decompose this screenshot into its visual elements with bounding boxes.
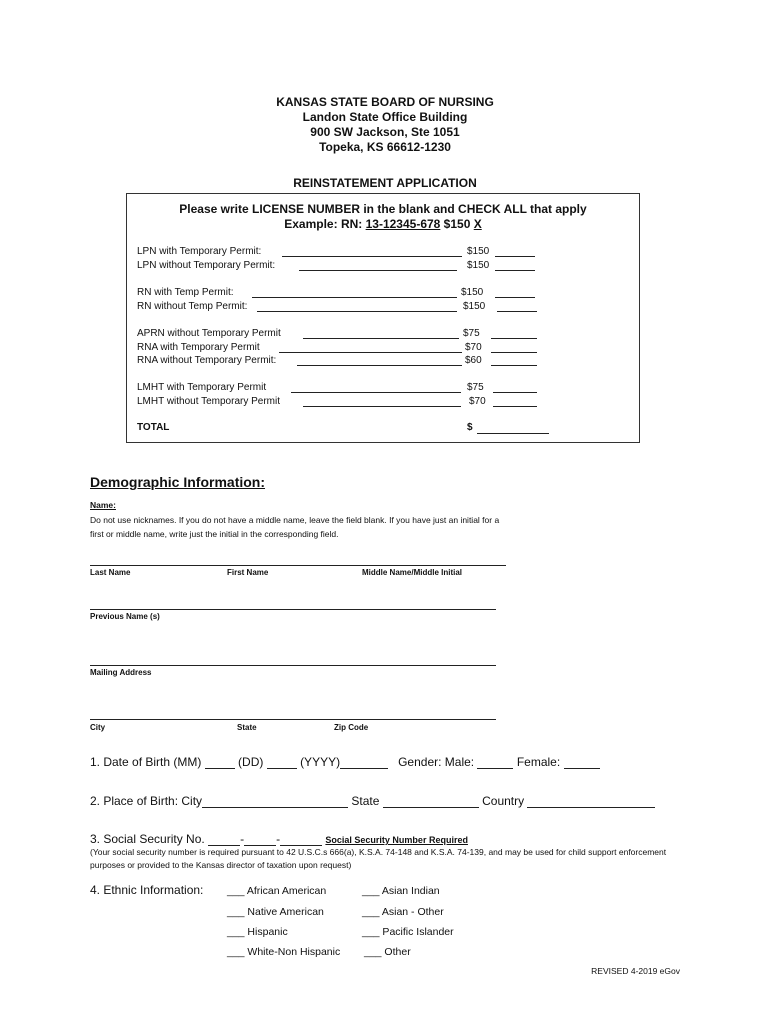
ssn-required-note: Social Security Number Required <box>325 835 468 845</box>
fee-row-rn-temp: RN with Temp Permit: <box>137 287 234 298</box>
ethnic-option-asian-indian[interactable]: ___ Asian Indian <box>362 885 440 897</box>
demographic-section-title: Demographic Information: <box>90 474 266 490</box>
example-license-number: 13-12345-678 <box>365 217 441 231</box>
mailing-address-label: Mailing Address <box>90 668 152 677</box>
ethnic-option-hispanic[interactable]: ___ Hispanic <box>227 926 288 938</box>
dob-year-field[interactable] <box>340 756 388 769</box>
gender-male-field[interactable] <box>477 756 513 769</box>
birth-state-label: State <box>351 794 380 808</box>
full-name-field[interactable] <box>90 565 506 566</box>
fee-amount-rna-temp: $70 <box>465 342 482 353</box>
birth-city-field[interactable] <box>202 795 348 808</box>
city-state-zip: Topeka, KS 66612-1230 <box>319 140 451 154</box>
ssn-row: 3. Social Security No. - - Social Security Number Required <box>90 832 468 846</box>
ethnic-option-white-non-hispanic[interactable]: ___ White-Non Hispanic <box>227 946 341 958</box>
fee-row-aprn-no-temp: APRN without Temporary Permit <box>137 328 281 339</box>
total-amount-field[interactable] <box>477 422 549 434</box>
license-number-field-rna-no-temp[interactable] <box>297 355 462 366</box>
ssn-legal-note: (Your social security number is required pursuant to 42 U.S.C.s 666(a), K.S.A. 74-148 and K.S.A. 74-139, and may be used for child support enforcement purposes or provided to the Kansas director of taxation upon request) <box>90 847 667 870</box>
check-blank-lpn-no-temp[interactable] <box>495 260 535 271</box>
birth-city-label: 2. Place of Birth: City <box>90 794 203 808</box>
example-check: X <box>473 217 482 231</box>
dob-month-label: 1. Date of Birth (MM) <box>90 755 202 769</box>
fee-row-rn-no-temp: RN without Temp Permit: <box>137 301 248 312</box>
license-fee-box <box>126 193 640 443</box>
middle-name-label: Middle Name/Middle Initial <box>362 568 463 577</box>
fee-amount-lmht-no-temp: $70 <box>469 396 486 407</box>
fee-row-lmht-no-temp: LMHT without Temporary Permit <box>137 396 281 407</box>
license-number-field-lpn-no-temp[interactable] <box>299 260 457 271</box>
fee-amount-rna-no-temp: $60 <box>465 355 482 366</box>
state-label: State <box>237 723 257 732</box>
license-number-field-rna-temp[interactable] <box>279 342 462 353</box>
building-name: Landon State Office Building <box>302 110 468 124</box>
dob-gender-row <box>90 755 600 769</box>
check-blank-rna-temp[interactable] <box>491 342 537 353</box>
check-blank-rna-no-temp[interactable] <box>491 355 537 366</box>
dob-month-field[interactable] <box>205 756 235 769</box>
fee-amount-lmht-temp: $75 <box>467 382 484 393</box>
ethnic-option-pacific-islander[interactable]: ___ Pacific Islander <box>362 926 454 938</box>
fee-amount-rn-temp: $150 <box>461 287 484 298</box>
fee-amount-lpn-no-temp: $150 <box>467 260 490 271</box>
check-blank-lmht-temp[interactable] <box>493 382 537 393</box>
last-name-label: Last Name <box>90 568 131 577</box>
check-blank-rn-temp[interactable] <box>495 287 535 298</box>
previous-names-field[interactable] <box>90 609 496 610</box>
mailing-address-field[interactable] <box>90 665 496 666</box>
license-number-field-rn-no-temp[interactable] <box>257 301 457 312</box>
zip-code-label: Zip Code <box>334 723 369 732</box>
gender-male-label: Gender: Male: <box>398 755 475 769</box>
street-address: 900 SW Jackson, Ste 1051 <box>310 125 460 139</box>
fee-amount-lpn-temp: $150 <box>467 246 490 257</box>
fee-row-lpn-temp: LPN with Temporary Permit: <box>137 246 262 257</box>
check-blank-rn-no-temp[interactable] <box>497 301 537 312</box>
first-name-label: First Name <box>227 568 269 577</box>
birth-country-field[interactable] <box>527 795 655 808</box>
gender-female-label: Female: <box>516 755 561 769</box>
ssn-part-3-field[interactable] <box>280 833 322 846</box>
ethnic-option-asian-other[interactable]: ___ Asian - Other <box>362 906 444 918</box>
instruction-text: Please write LICENSE NUMBER in the blank and CHECK ALL that apply <box>179 202 587 216</box>
example-text: Example: RN: 13-12345-678 $150 X <box>284 217 482 231</box>
agency-name: KANSAS STATE BOARD OF NURSING <box>276 95 494 109</box>
ethnic-label: 4. Ethnic Information: <box>90 883 204 897</box>
application-title: REINSTATEMENT APPLICATION <box>293 176 477 190</box>
check-blank-lmht-no-temp[interactable] <box>493 396 537 407</box>
fee-instructions <box>127 202 639 232</box>
city-label: City <box>90 723 106 732</box>
ssn-label: 3. Social Security No. <box>90 832 205 846</box>
ssn-part-1-field[interactable] <box>208 833 240 846</box>
dob-day-field[interactable] <box>267 756 297 769</box>
ethnic-option-african-american[interactable]: ___ African American <box>227 885 327 897</box>
total-label: TOTAL <box>137 422 170 433</box>
previous-names-label: Previous Name (s) <box>90 612 160 621</box>
ethnic-option-native-american[interactable]: ___ Native American <box>227 906 324 918</box>
name-label: Name: <box>90 500 116 510</box>
fee-row-lpn-no-temp: LPN without Temporary Permit: <box>137 260 276 271</box>
total-currency: $ <box>467 422 473 433</box>
dob-year-label: (YYYY) <box>300 755 341 769</box>
fee-row-rna-temp: RNA with Temporary Permit <box>137 342 260 353</box>
city-state-zip-field[interactable] <box>90 719 496 720</box>
check-blank-lpn-temp[interactable] <box>495 246 535 257</box>
dob-day-label: (DD) <box>238 755 264 769</box>
license-number-field-rn-temp[interactable] <box>252 287 457 298</box>
ssn-part-2-field[interactable] <box>244 833 276 846</box>
fee-row-lmht-temp: LMHT with Temporary Permit <box>137 382 267 393</box>
license-number-field-lmht-temp[interactable] <box>291 382 461 393</box>
fee-row-rna-no-temp: RNA without Temporary Permit: <box>137 355 277 366</box>
check-blank-aprn-no-temp[interactable] <box>491 328 537 339</box>
revision-footer: REVISED 4-2019 eGov <box>591 966 680 976</box>
gender-female-field[interactable] <box>564 756 600 769</box>
license-number-field-aprn-no-temp[interactable] <box>303 328 459 339</box>
name-instructions: Do not use nicknames. If you do not have a middle name, leave the field blank. If you have just an initial for a first or middle name, write just the initial in the corresponding field. <box>90 515 500 539</box>
license-number-field-lpn-temp[interactable] <box>282 246 462 257</box>
birth-state-field[interactable] <box>383 795 479 808</box>
ethnic-option-other[interactable]: ___ Other <box>364 946 411 958</box>
place-of-birth-row <box>90 794 655 808</box>
license-number-field-lmht-no-temp[interactable] <box>303 396 461 407</box>
agency-header <box>0 95 770 155</box>
fee-amount-aprn-no-temp: $75 <box>463 328 480 339</box>
birth-country-label: Country <box>482 794 525 808</box>
fee-amount-rn-no-temp: $150 <box>463 301 486 312</box>
